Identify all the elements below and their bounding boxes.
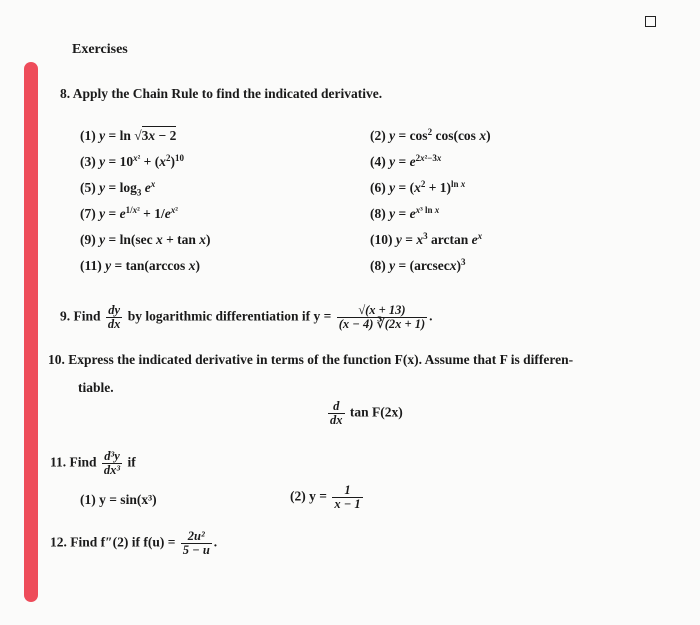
q8-item-7: (7) $y = e^{1/x^2} + 1/e^{x^2}$ bbox=[80, 205, 178, 221]
q8-item-12: (8) $y = (arcsecx)^3$ bbox=[370, 257, 466, 273]
q8-item-6: (6) $y = (x^2 + 1)^{ln x}$ bbox=[370, 179, 466, 195]
q8-item-4: (4) $y = e^{2x^2-3x}$ bbox=[370, 153, 442, 169]
q8-item-3: (3) $y = 10^{x^2} + (x^2)^{10}$ bbox=[80, 153, 184, 169]
q10-statement: 10. Express the indicated derivative in terms of the function F(x). Assume that F is differen- bbox=[48, 352, 574, 367]
q10-statement-cont: tiable. bbox=[78, 380, 114, 395]
checkbox-icon bbox=[645, 16, 656, 27]
q11-item-2: (2) y = $\frac{1}{x - 1}$ bbox=[290, 483, 361, 512]
q8-item-1: (1) y = ln √3x − 2 bbox=[80, 128, 177, 143]
q9-statement: 9. Find $\frac{dy}{dx}$ by logarithmic differentiation if y = $\frac{√(x + 13)}{(x - 4) ∛(2x + 1)}$ . bbox=[60, 303, 433, 332]
q8-item-5: (5) $y = \log_3 e^x$ bbox=[80, 179, 156, 198]
q11-item-1: (1) y = sin(x³) bbox=[80, 492, 157, 507]
q8-item-9: (9) y = ln(sec x + tan x) bbox=[80, 232, 211, 247]
q8-item-11: (11) y = tan(arccos x) bbox=[80, 258, 200, 273]
q8-instruction: 8. Apply the Chain Rule to find the indicated derivative. bbox=[60, 86, 383, 101]
q12-statement: 12. Find f″(2) if f(u) = $\frac{\text{2u²}}{5 - u}$ . bbox=[50, 529, 218, 558]
q8-item-2: (2) $y = \cos^2 \cos(\cos$ x) bbox=[370, 127, 491, 143]
q9-function-fraction: $\frac{√(x + 13)}{(x - 4) ∛(2x + 1)}$ bbox=[338, 303, 426, 332]
page-title: Exercises bbox=[72, 42, 128, 57]
q11-statement: 11. Find $\frac{\text{d³y}}{\text{dx³}}$ if bbox=[50, 449, 136, 478]
q9-derivative-fraction: $\frac{dy}{dx}$ bbox=[107, 303, 121, 332]
q8-item-10: (10) $y = x^3$ $\arctan e^x$ bbox=[370, 231, 483, 247]
q8-item-8: (8) $y = e^{x^3 ln x}$ bbox=[370, 205, 440, 221]
red-pen-annotation bbox=[24, 62, 38, 602]
q10-expression: $\frac{d}{dx}$ tan F(2x) bbox=[330, 399, 403, 428]
